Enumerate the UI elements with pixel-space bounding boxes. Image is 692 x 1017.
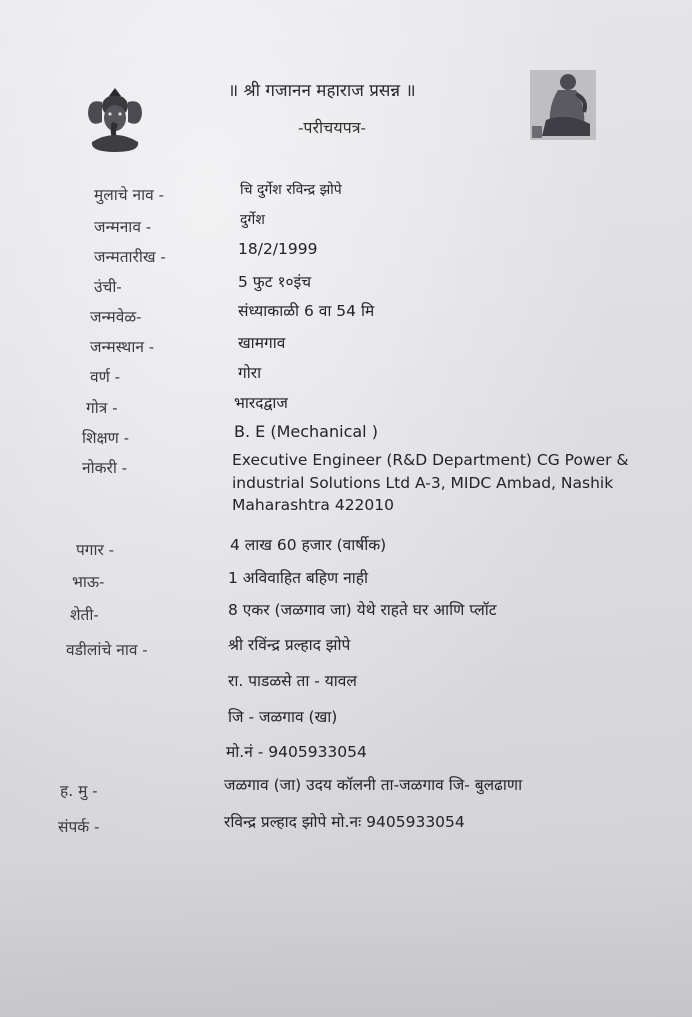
value-current-residence: जळगाव (जा) उदय कॉलनी ता-जळगाव जि- बुलढाणा bbox=[224, 776, 523, 794]
label-complexion: वर्ण - bbox=[90, 368, 120, 386]
label-education: शिक्षण - bbox=[82, 429, 130, 447]
label-salary: पगार - bbox=[76, 541, 115, 559]
label-father-name: वडीलांचे नाव - bbox=[66, 641, 148, 659]
saint-gajanan-icon bbox=[528, 66, 598, 142]
value-birth-place: खामगाव bbox=[238, 334, 286, 352]
value-complexion: गोरा bbox=[238, 364, 262, 382]
value-farm: 8 एकर (जळगाव जा) येथे राहते घर आणि प्लॉट bbox=[228, 601, 497, 619]
header-subtitle: -परीचयपत्र- bbox=[298, 118, 366, 137]
label-brother: भाऊ- bbox=[72, 573, 105, 591]
value-father-mobile: मो.नं - 9405933054 bbox=[226, 743, 367, 761]
value-job: Executive Engineer (R&D Department) CG Power & industrial Solutions Ltd A-3, MIDC Ambad, Nashik Maharashtra 422010 bbox=[232, 451, 629, 514]
label-farm: शेती- bbox=[70, 606, 99, 624]
header-title: ॥ श्री गजानन महाराज प्रसन्न ॥ bbox=[228, 81, 416, 101]
label-height: उंची- bbox=[94, 278, 122, 296]
label-job: नोकरी - bbox=[82, 459, 128, 477]
label-contact: संपर्क - bbox=[58, 818, 100, 836]
label-current-residence: ह. मु - bbox=[60, 782, 98, 800]
label-birth-name: जन्मनाव - bbox=[94, 218, 152, 236]
value-birth-time: संध्याकाळी 6 वा 54 मि bbox=[238, 302, 375, 320]
value-name: चि दुर्गेश रविन्द्र झोपे bbox=[240, 182, 342, 198]
label-gotra: गोत्र - bbox=[86, 399, 118, 417]
value-gotra: भारदद्वाज bbox=[234, 394, 288, 412]
value-salary: 4 लाख 60 हजार (वार्षीक) bbox=[230, 536, 387, 554]
label-birth-place: जन्मस्थान - bbox=[90, 338, 155, 356]
value-father-name: श्री रविंन्द्र प्रल्हाद झोपे bbox=[228, 636, 351, 654]
value-birth-date: 18/2/1999 bbox=[238, 240, 318, 258]
value-birth-name: दुर्गेश bbox=[240, 212, 265, 228]
label-name: मुलाचे नाव - bbox=[94, 186, 164, 204]
label-birth-time: जन्मवेळ- bbox=[90, 308, 142, 326]
ganesha-icon bbox=[82, 84, 148, 154]
value-brother: 1 अविवाहित बहिण नाही bbox=[228, 569, 368, 587]
value-father-address: रा. पाडळसे ता - यावल bbox=[228, 672, 357, 690]
value-contact: रविन्द्र प्रल्हाद झोपे मो.नः 9405933054 bbox=[224, 813, 465, 831]
value-height: 5 फुट १०इंच bbox=[238, 273, 312, 291]
value-education: B. E (Mechanical ) bbox=[234, 422, 378, 441]
paper-shadow bbox=[0, 857, 692, 1017]
value-father-district: जि - जळगाव (खा) bbox=[228, 708, 338, 726]
label-birth-date: जन्मतारीख - bbox=[94, 248, 166, 266]
